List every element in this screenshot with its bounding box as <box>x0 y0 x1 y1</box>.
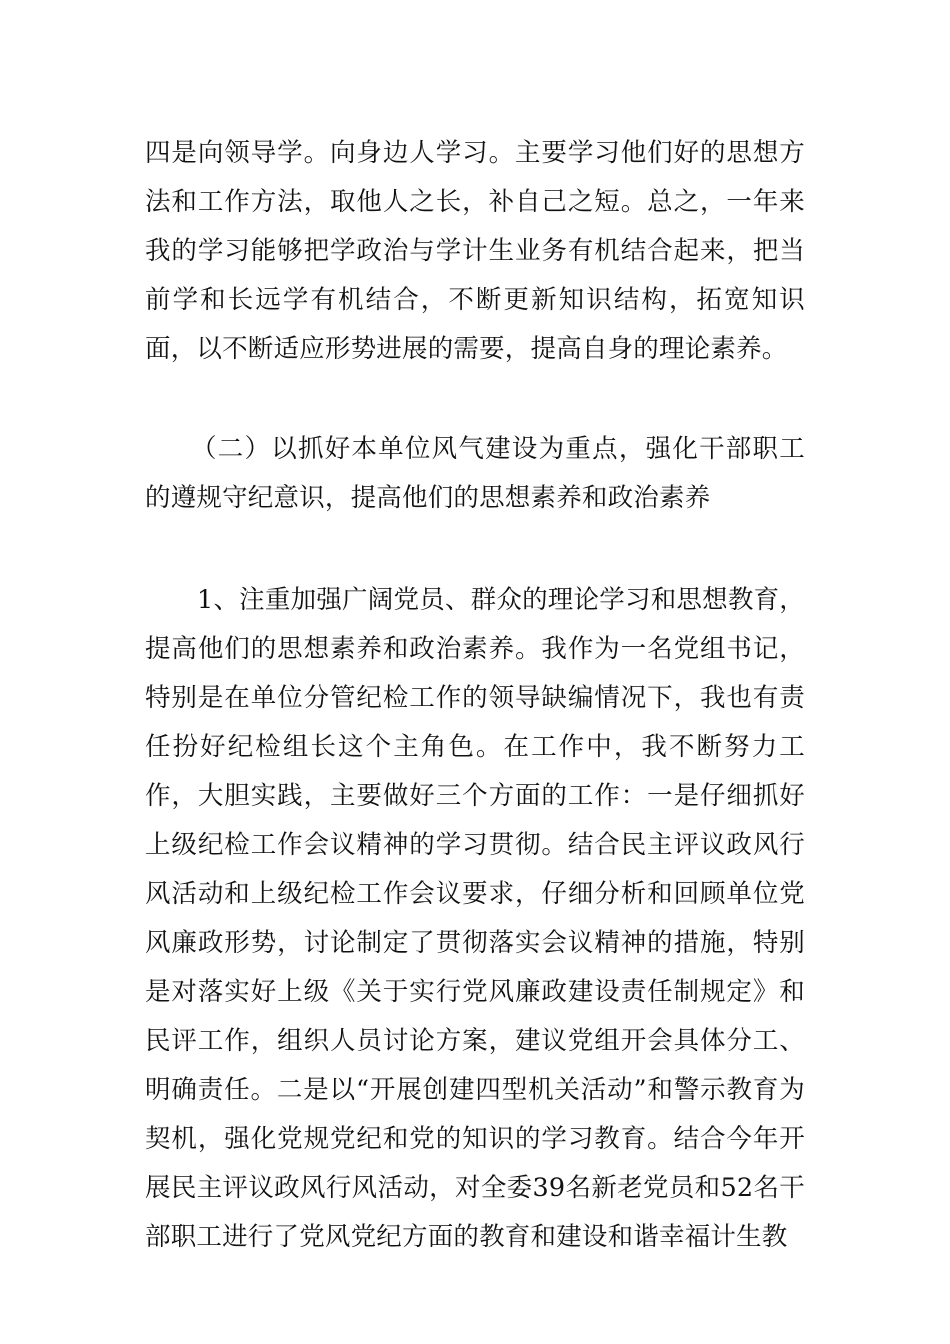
paragraph-learning-summary: 四是向领导学。向身边人学习。主要学习他们好的思想方法和工作方法，取他人之长，补自己之短。总之，一年来我的学习能够把学政治与学计生业务有机结合起来，把当前学和长远学有机结合，不断更新知识结构，拓宽知识面，以不断适应形势进展的需要，提高自身的理论素养。 <box>145 138 805 364</box>
paragraph-theory-education: 1、注重加强广阔党员、群众的理论学习和思想教育，提高他们的思想素养和政治素养。我作为一名党组书记，特别是在单位分管纪检工作的领导缺编情况下，我也有责任扮好纪检组长这个主角色。在工作中，我不断努力工作，大胆实践，主要做好三个方面的工作：一是仔细抓好上级纪检工作会议精神的学习贯彻。结合民主评议政风行风活动和上级纪检工作会议要求，仔细分析和回顾单位党风廉政形势，讨论制定了贯彻落实会议精神的措施，特别是对落实好上级《关于实行党风廉政建设责任制规定》和民评工作，组织人员讨论方案，建议党组开会具体分工、明确责任。二是以“开展创建四型机关活动”和警示教育为契机，强化党规党纪和党的知识的学习教育。结合今年开展民主评议政风行风活动，对全委39名新老党员和52名干部职工进行了党风党纪方面的教育和建设和谐幸福计生教 <box>145 585 805 1252</box>
section-heading-two: （二）以抓好本单位风气建设为重点，强化干部职工的遵规守纪意识，提高他们的思想素养和政治素养 <box>145 434 805 513</box>
